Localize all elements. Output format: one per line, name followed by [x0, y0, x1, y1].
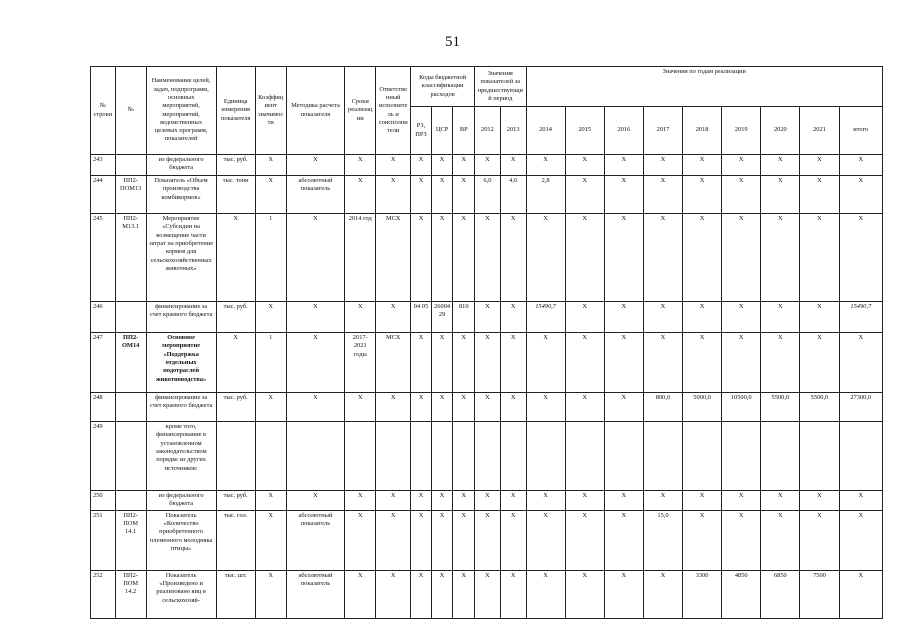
- coefficient-cell: X: [255, 176, 286, 214]
- header-responsible: Ответственный исполнитель и соисполнители: [376, 67, 411, 155]
- unit-cell: тыс. руб.: [216, 393, 255, 422]
- vr-cell: X: [453, 491, 475, 511]
- csr-cell: X: [431, 155, 453, 176]
- vr-cell: X: [453, 155, 475, 176]
- year-2021-cell: X: [800, 214, 839, 302]
- header-coefficient: Коэффициент значимости: [255, 67, 286, 155]
- coefficient-cell: [255, 422, 286, 491]
- year-2014-cell: X: [526, 333, 565, 393]
- year-2018-cell: X: [683, 302, 722, 333]
- header-2017: 2017: [643, 107, 682, 155]
- responsible-cell: X: [376, 510, 411, 570]
- year-2013-cell: X: [500, 214, 526, 302]
- code-cell: [115, 422, 146, 491]
- rz-cell: X: [411, 333, 432, 393]
- year-2012-cell: X: [475, 491, 501, 511]
- year-2016-cell: X: [604, 333, 643, 393]
- total-cell: X: [839, 214, 882, 302]
- year-2017-cell: 800,0: [643, 393, 682, 422]
- year-2021-cell: X: [800, 510, 839, 570]
- total-cell: X: [839, 491, 882, 511]
- year-2018-cell: X: [683, 491, 722, 511]
- vr-cell: X: [453, 510, 475, 570]
- year-2019-cell: X: [722, 510, 761, 570]
- total-cell: X: [839, 570, 882, 618]
- total-cell: 15490,7: [839, 302, 882, 333]
- year-2017-cell: [643, 422, 682, 491]
- year-2019-cell: [722, 422, 761, 491]
- row-number-cell: 250: [91, 491, 116, 511]
- header-2019: 2019: [722, 107, 761, 155]
- year-2021-cell: X: [800, 176, 839, 214]
- budget-table: [90, 66, 883, 619]
- header-csr: ЦСР: [431, 107, 453, 155]
- year-2020-cell: X: [761, 155, 800, 176]
- terms-cell: [345, 422, 376, 491]
- total-cell: X: [839, 333, 882, 393]
- responsible-cell: МСХ: [376, 333, 411, 393]
- year-2015-cell: X: [565, 302, 604, 333]
- year-2015-cell: X: [565, 570, 604, 618]
- rz-cell: X: [411, 214, 432, 302]
- year-2021-cell: X: [800, 302, 839, 333]
- terms-cell: X: [345, 393, 376, 422]
- year-2016-cell: [604, 422, 643, 491]
- row-number-cell: 247: [91, 333, 116, 393]
- name-cell: финансирование за счет краевого бюджета: [146, 393, 216, 422]
- year-2015-cell: X: [565, 155, 604, 176]
- rz-cell: [411, 422, 432, 491]
- year-2014-cell: 2,8: [526, 176, 565, 214]
- coefficient-cell: 1: [255, 214, 286, 302]
- year-2021-cell: 7500: [800, 570, 839, 618]
- csr-cell: X: [431, 214, 453, 302]
- method-cell: X: [286, 155, 345, 176]
- year-2014-cell: X: [526, 155, 565, 176]
- rz-cell: 04 05: [411, 302, 432, 333]
- table-row: [91, 155, 883, 176]
- year-2016-cell: X: [604, 570, 643, 618]
- vr-cell: [453, 422, 475, 491]
- year-2016-cell: X: [604, 510, 643, 570]
- header-method: Методика расчета показателя: [286, 67, 345, 155]
- header-2013: 2013: [500, 107, 526, 155]
- method-cell: [286, 422, 345, 491]
- unit-cell: тыс. руб.: [216, 155, 255, 176]
- total-cell: X: [839, 510, 882, 570]
- csr-cell: X: [431, 570, 453, 618]
- year-2021-cell: [800, 422, 839, 491]
- year-2014-cell: X: [526, 491, 565, 511]
- year-2020-cell: 6850: [761, 570, 800, 618]
- year-2019-cell: X: [722, 176, 761, 214]
- year-2016-cell: X: [604, 155, 643, 176]
- csr-cell: X: [431, 333, 453, 393]
- year-2020-cell: X: [761, 491, 800, 511]
- terms-cell: 2017-2021 годы: [345, 333, 376, 393]
- unit-cell: X: [216, 214, 255, 302]
- year-2012-cell: X: [475, 155, 501, 176]
- name-cell: из федерального бюджета: [146, 155, 216, 176]
- year-2020-cell: 5500,0: [761, 393, 800, 422]
- year-2021-cell: X: [800, 333, 839, 393]
- terms-cell: X: [345, 570, 376, 618]
- year-2017-cell: X: [643, 155, 682, 176]
- code-cell: [115, 155, 146, 176]
- year-2020-cell: X: [761, 302, 800, 333]
- row-number-cell: 245: [91, 214, 116, 302]
- year-2018-cell: X: [683, 155, 722, 176]
- header-unit: Единица измерения показателя: [216, 67, 255, 155]
- year-2016-cell: X: [604, 176, 643, 214]
- year-2013-cell: X: [500, 491, 526, 511]
- row-number-cell: 246: [91, 302, 116, 333]
- table-body: [91, 155, 883, 619]
- total-cell: X: [839, 176, 882, 214]
- table-row: [91, 214, 883, 302]
- rz-cell: X: [411, 570, 432, 618]
- year-2014-cell: 15490,7: [526, 302, 565, 333]
- year-2012-cell: X: [475, 333, 501, 393]
- year-2020-cell: X: [761, 333, 800, 393]
- year-2015-cell: X: [565, 491, 604, 511]
- year-2013-cell: X: [500, 155, 526, 176]
- code-cell: [115, 393, 146, 422]
- year-2017-cell: X: [643, 214, 682, 302]
- year-2018-cell: X: [683, 333, 722, 393]
- header-2020: 2020: [761, 107, 800, 155]
- responsible-cell: X: [376, 491, 411, 511]
- code-cell: [115, 302, 146, 333]
- year-2020-cell: X: [761, 214, 800, 302]
- year-2021-cell: 5500,0: [800, 393, 839, 422]
- method-cell: X: [286, 302, 345, 333]
- year-2016-cell: X: [604, 491, 643, 511]
- year-2019-cell: 10500,0: [722, 393, 761, 422]
- year-2016-cell: X: [604, 393, 643, 422]
- csr-cell: X: [431, 491, 453, 511]
- coefficient-cell: X: [255, 570, 286, 618]
- header-name: Наименование целей, задач, подпрограмм, основных мероприятий, мероприятий, ведомственных целевых программ, показателей: [146, 67, 216, 155]
- name-cell: Мероприятие «Субсидии на возмещение части затрат на приобретение кормов для сельскохозяйственных животных»: [146, 214, 216, 302]
- year-2019-cell: X: [722, 491, 761, 511]
- row-number-cell: 252: [91, 570, 116, 618]
- header-vr: ВР: [453, 107, 475, 155]
- csr-cell: 2600429: [431, 302, 453, 333]
- unit-cell: X: [216, 333, 255, 393]
- table-row: [91, 570, 883, 618]
- year-2013-cell: [500, 422, 526, 491]
- year-2018-cell: 5000,0: [683, 393, 722, 422]
- year-2017-cell: X: [643, 570, 682, 618]
- header-total: итого: [839, 107, 882, 155]
- terms-cell: 2014 год: [345, 214, 376, 302]
- responsible-cell: X: [376, 570, 411, 618]
- header-2018: 2018: [683, 107, 722, 155]
- year-2020-cell: X: [761, 510, 800, 570]
- csr-cell: X: [431, 176, 453, 214]
- name-cell: Показатель «Количество приобретенного племенного молодняка птицы»: [146, 510, 216, 570]
- year-2015-cell: X: [565, 333, 604, 393]
- year-2019-cell: X: [722, 155, 761, 176]
- row-number-cell: 249: [91, 422, 116, 491]
- coefficient-cell: X: [255, 510, 286, 570]
- vr-cell: X: [453, 214, 475, 302]
- year-2020-cell: [761, 422, 800, 491]
- table-row: [91, 491, 883, 511]
- vr-cell: X: [453, 333, 475, 393]
- header-rz: РЗ, ПРЗ: [411, 107, 432, 155]
- code-cell: ПП2-М13.1: [115, 214, 146, 302]
- unit-cell: тыс. гол.: [216, 510, 255, 570]
- year-2018-cell: 3300: [683, 570, 722, 618]
- year-2021-cell: X: [800, 155, 839, 176]
- year-2015-cell: X: [565, 214, 604, 302]
- row-number-cell: 244: [91, 176, 116, 214]
- header-2015: 2015: [565, 107, 604, 155]
- rz-cell: X: [411, 176, 432, 214]
- coefficient-cell: X: [255, 491, 286, 511]
- year-2018-cell: X: [683, 214, 722, 302]
- year-2014-cell: X: [526, 570, 565, 618]
- method-cell: X: [286, 214, 345, 302]
- rz-cell: X: [411, 393, 432, 422]
- vr-cell: X: [453, 176, 475, 214]
- table-row: [91, 393, 883, 422]
- header-2014: 2014: [526, 107, 565, 155]
- year-2017-cell: X: [643, 176, 682, 214]
- method-cell: X: [286, 393, 345, 422]
- terms-cell: X: [345, 155, 376, 176]
- year-2014-cell: X: [526, 214, 565, 302]
- year-2013-cell: X: [500, 570, 526, 618]
- year-2018-cell: X: [683, 510, 722, 570]
- header-row-number: № строки: [91, 67, 116, 155]
- coefficient-cell: X: [255, 393, 286, 422]
- header-terms: Сроки реализации: [345, 67, 376, 155]
- rz-cell: X: [411, 510, 432, 570]
- year-2012-cell: X: [475, 302, 501, 333]
- year-2018-cell: [683, 422, 722, 491]
- method-cell: абсолютный показатель: [286, 176, 345, 214]
- csr-cell: X: [431, 393, 453, 422]
- name-cell: Основное мероприятие «Поддержка отдельных подотраслей животноводства»: [146, 333, 216, 393]
- year-2012-cell: X: [475, 510, 501, 570]
- year-2012-cell: X: [475, 570, 501, 618]
- year-2016-cell: X: [604, 214, 643, 302]
- row-number-cell: 243: [91, 155, 116, 176]
- page-number: 51: [445, 34, 460, 50]
- name-cell: Показатель «Произведено и реализовано яиц в сельскохозяй-: [146, 570, 216, 618]
- header-2016: 2016: [604, 107, 643, 155]
- table-header: [91, 67, 883, 155]
- header-budget-codes: Коды бюджетной классификации расходов: [411, 67, 475, 107]
- name-cell: финансирование за счет краевого бюджета: [146, 302, 216, 333]
- year-2014-cell: X: [526, 393, 565, 422]
- year-2013-cell: 4,6: [500, 176, 526, 214]
- year-2012-cell: 6,0: [475, 176, 501, 214]
- year-2017-cell: 15,0: [643, 510, 682, 570]
- terms-cell: X: [345, 491, 376, 511]
- year-2019-cell: 4850: [722, 570, 761, 618]
- code-cell: [115, 491, 146, 511]
- terms-cell: X: [345, 510, 376, 570]
- unit-cell: [216, 422, 255, 491]
- header-years-group: Значения по годам реализации: [526, 67, 882, 107]
- year-2013-cell: X: [500, 333, 526, 393]
- table-row: [91, 302, 883, 333]
- csr-cell: X: [431, 510, 453, 570]
- table-row: [91, 333, 883, 393]
- method-cell: абсолютный показатель: [286, 570, 345, 618]
- year-2016-cell: X: [604, 302, 643, 333]
- name-cell: кроме того, финансирование в установленном законодательством порядке из других источников:: [146, 422, 216, 491]
- responsible-cell: X: [376, 176, 411, 214]
- header-previous-period: Значения показателей за предшествующий период: [475, 67, 526, 107]
- csr-cell: [431, 422, 453, 491]
- table-row: [91, 422, 883, 491]
- year-2013-cell: X: [500, 302, 526, 333]
- header-2021: 2021: [800, 107, 839, 155]
- year-2013-cell: X: [500, 510, 526, 570]
- vr-cell: X: [453, 570, 475, 618]
- table-row: [91, 176, 883, 214]
- terms-cell: X: [345, 176, 376, 214]
- total-cell: X: [839, 155, 882, 176]
- row-number-cell: 248: [91, 393, 116, 422]
- table-row: [91, 510, 883, 570]
- year-2019-cell: X: [722, 333, 761, 393]
- year-2015-cell: [565, 422, 604, 491]
- method-cell: X: [286, 491, 345, 511]
- year-2015-cell: X: [565, 510, 604, 570]
- code-cell: ПП2-ПОМ13: [115, 176, 146, 214]
- year-2012-cell: X: [475, 214, 501, 302]
- year-2013-cell: X: [500, 393, 526, 422]
- year-2017-cell: X: [643, 302, 682, 333]
- year-2020-cell: X: [761, 176, 800, 214]
- coefficient-cell: X: [255, 302, 286, 333]
- vr-cell: X: [453, 393, 475, 422]
- vr-cell: 810: [453, 302, 475, 333]
- year-2015-cell: X: [565, 176, 604, 214]
- responsible-cell: X: [376, 302, 411, 333]
- unit-cell: тыс. тонн: [216, 176, 255, 214]
- code-cell: ПП2-ПОМ 14.2: [115, 570, 146, 618]
- code-cell: ПП2-ОМ14: [115, 333, 146, 393]
- header-number: №: [115, 67, 146, 155]
- year-2017-cell: X: [643, 491, 682, 511]
- unit-cell: тыс. руб.: [216, 491, 255, 511]
- year-2019-cell: X: [722, 214, 761, 302]
- coefficient-cell: X: [255, 155, 286, 176]
- row-number-cell: 251: [91, 510, 116, 570]
- method-cell: X: [286, 333, 345, 393]
- responsible-cell: МСХ: [376, 214, 411, 302]
- name-cell: из федерального бюджета: [146, 491, 216, 511]
- total-cell: 27300,0: [839, 393, 882, 422]
- year-2019-cell: X: [722, 302, 761, 333]
- total-cell: [839, 422, 882, 491]
- method-cell: абсолютный показатель: [286, 510, 345, 570]
- year-2014-cell: X: [526, 510, 565, 570]
- responsible-cell: X: [376, 393, 411, 422]
- responsible-cell: X: [376, 155, 411, 176]
- rz-cell: X: [411, 155, 432, 176]
- terms-cell: X: [345, 302, 376, 333]
- year-2017-cell: X: [643, 333, 682, 393]
- rz-cell: X: [411, 491, 432, 511]
- year-2018-cell: X: [683, 176, 722, 214]
- year-2014-cell: [526, 422, 565, 491]
- code-cell: ПП2-ПОМ 14.1: [115, 510, 146, 570]
- responsible-cell: [376, 422, 411, 491]
- year-2012-cell: X: [475, 393, 501, 422]
- year-2021-cell: X: [800, 491, 839, 511]
- header-2012: 2012: [475, 107, 501, 155]
- year-2015-cell: X: [565, 393, 604, 422]
- unit-cell: тыс. шт.: [216, 570, 255, 618]
- year-2012-cell: [475, 422, 501, 491]
- coefficient-cell: 1: [255, 333, 286, 393]
- unit-cell: тыс. руб.: [216, 302, 255, 333]
- name-cell: Показатель «Объем производства комбикормов»: [146, 176, 216, 214]
